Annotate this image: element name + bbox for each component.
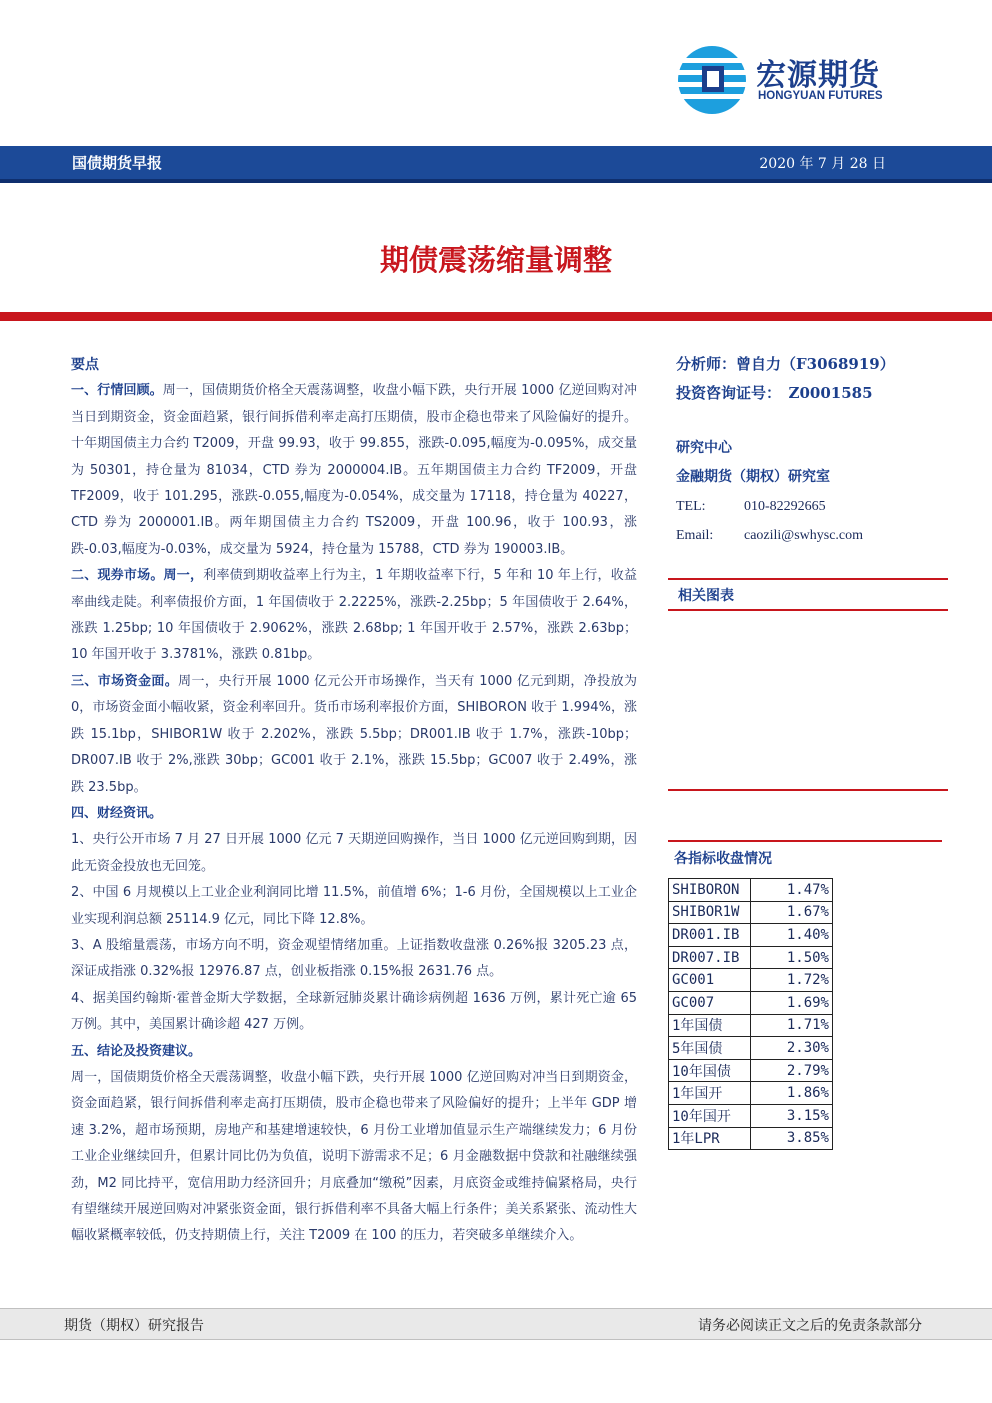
index-value-cell: 1.67% <box>751 901 833 924</box>
related-charts-box <box>668 578 948 611</box>
index-name-cell: DR001.IB <box>669 924 751 947</box>
section-3-head: 三、市场资金面。 <box>71 673 179 689</box>
analyst-name: 分析师：曾自力（F3068919） <box>676 355 895 373</box>
logo-en-text: HONGYUAN FUTURES <box>758 90 883 102</box>
news-item: 2、中国 6 月规模以上工业企业利润同比增 11.5%，前值增 6%；1-6 月份，全国规模以上工业企业实现利润总额 25114.9 亿元，同比下降 12.8%。 <box>71 885 637 927</box>
index-name-cell: 5年国债 <box>669 1037 751 1060</box>
email-value[interactable]: caozili@swhysc.com <box>744 528 864 543</box>
index-name-cell: DR007.IB <box>669 946 751 969</box>
index-row <box>669 1059 833 1082</box>
index-value-cell: 2.30% <box>751 1037 833 1060</box>
index-closing-table <box>668 878 833 1150</box>
email-label: Email: <box>676 528 714 543</box>
index-name-cell: SHIBOR1W <box>669 901 751 924</box>
index-closing-box <box>668 840 942 873</box>
section-5-body: 周一，国债期货价格全天震荡调整，收盘小幅下跌，央行开展 1000 亿逆回购对冲当日到期资金，资金面趋紧，银行间拆借利率走高打压期债，股市企稳也带来了风险偏好的提升；上半年 GDP 增速 3.2%，超市场预期，房地产和基建增速较快，6 月份工业增加值显示生产端继续发力；6 月份工业企业继续回升，但累计同比仍为负值，说明下游需求不足；6 月金融数据中贷款和社融继续强劲，M2 同比持平，宽信用助力经济回升；月底叠加“缴税”因素，月底资金或维持偏紧格局，央行有望继续开展逆回购对冲紧张资金面，银行拆借利率不具备大幅上行条件；美关系紧张、流动性大幅收紧概率较低，仍支持期债上行，关注 T2009 在 100 的压力，若突破多单继续介入。 <box>71 1069 637 1244</box>
title-divider <box>0 312 992 321</box>
index-row <box>669 1082 833 1105</box>
news-item: 3、A 股缩量震荡，市场方向不明，资金观望情绪加重。上证指数收盘涨 0.26%报 3205.23 点，深证成指涨 0.32%报 12976.87 点，创业板指涨 0.15%报 2631.76 点。 <box>71 937 637 980</box>
index-row <box>669 991 833 1014</box>
section-spot-market <box>71 563 637 669</box>
logo-mark-icon <box>676 44 748 116</box>
index-name-cell: SHIBORON <box>669 879 751 902</box>
report-title: 期债震荡缩量调整 <box>379 243 612 277</box>
footer-disclaimer: 请务必阅读正文之后的免责条款部分 <box>698 1318 922 1334</box>
index-name-cell: 10年国债 <box>669 1059 751 1082</box>
report-header-bar <box>0 146 992 183</box>
contact-tel <box>676 492 948 521</box>
index-value-cell: 3.85% <box>751 1127 833 1150</box>
section-4-head: 四、财经资讯。 <box>71 805 163 821</box>
index-table-body <box>669 879 833 1150</box>
index-row <box>669 969 833 992</box>
index-value-cell: 1.86% <box>751 1082 833 1105</box>
page-footer <box>0 1308 992 1340</box>
index-row <box>669 1014 833 1037</box>
related-bottom-rule <box>668 609 948 611</box>
news-item: 1、央行公开市场 7 月 27 日开展 1000 亿元 7 天期逆回购操作，当日 1000 亿元逆回购到期，因此无资金投放也无回笼。 <box>71 832 637 874</box>
dept-financial-futures: 金融期货（期权）研究室 <box>676 469 830 485</box>
index-closing-title: 各指标收盘情况 <box>674 851 772 867</box>
analyst-panel <box>676 350 948 550</box>
index-value-cell: 1.72% <box>751 969 833 992</box>
index-name-cell: 1年国开 <box>669 1082 751 1105</box>
news-item: 4、据美国约翰斯·霍普金斯大学数据，全球新冠肺炎累计确诊病例超 1636 万例，累计死亡逾 65 万例。其中，美国累计确诊超 427 万例。 <box>71 990 637 1033</box>
index-value-cell: 1.47% <box>751 879 833 902</box>
contact-email <box>676 521 948 550</box>
index-name-cell: 1年国债 <box>669 1014 751 1037</box>
tel-label: TEL: <box>676 499 706 514</box>
logo-cn-text: 宏源期货 <box>756 58 880 93</box>
index-value-cell: 1.69% <box>751 991 833 1014</box>
section-market-review <box>71 378 637 563</box>
index-value-cell: 1.50% <box>751 946 833 969</box>
index-row <box>669 946 833 969</box>
section-liquidity <box>71 669 637 801</box>
report-date: 2020 年 7 月 28 日 <box>759 156 886 172</box>
summary-column <box>71 352 637 1250</box>
index-row <box>669 901 833 924</box>
index-row <box>669 879 833 902</box>
footer-report-type: 期货（期权）研究报告 <box>64 1318 204 1334</box>
index-value-cell: 1.40% <box>751 924 833 947</box>
section-5-head: 五、结论及投资建议。 <box>71 1043 202 1059</box>
index-value-cell: 1.71% <box>751 1014 833 1037</box>
index-value-cell: 3.15% <box>751 1104 833 1127</box>
index-row <box>669 1127 833 1150</box>
report-type: 国债期货早报 <box>72 154 163 172</box>
index-name-cell: GC001 <box>669 969 751 992</box>
section-1-body: 周一，国债期货价格全天震荡调整，收盘小幅下跌，央行开展 1000 亿逆回购对冲当日到期资金，资金面趋紧，银行间拆借利率走高打压期债，股市企稳也带来了风险偏好的提升。十年期国债主力合约 T2009，开盘 99.93，收于 99.855，涨跌-0.095,幅度为-0.095%，成交量为 50301，持仓量为 81034，CTD 券为 2000004.IB。五年期国债主力合约 TF2009，开盘 TF2009，收于 101.295，涨跌-0.055,幅度为-0.054%，成交量为 17118，持仓量为 40227，CTD 券为 2000001.IB。两年期国债主力合约 TS2009，开盘 100.96，收于 100.93，涨跌-0.03,幅度为-0.03%，成交量为 5924，持仓量为 15788，CTD 券为 190003.IB。 <box>71 383 637 557</box>
related-charts-title: 相关图表 <box>678 588 734 604</box>
section-2-head: 二、现券市场。周一， <box>71 568 204 584</box>
index-name-cell: 10年国开 <box>669 1104 751 1127</box>
company-logo <box>676 40 926 120</box>
index-name-cell: 1年LPR <box>669 1127 751 1150</box>
section-3-body: 周一，央行开展 1000 亿元公开市场操作，当天有 1000 亿元到期，净投放为 0，市场资金面小幅收紧，资金利率回升。货币市场利率报价方面，SHIBORON 收于 1.994%，涨跌 15.1bp，SHIBOR1W 收于 2.202%，涨跌 5.5bp；DR001.IB 收于 1.7%，涨跌-10bp；DR007.IB 收于 2%,涨跌 30bp；GC001 收于 2.1%，涨跌 15.5bp；GC007 收于 2.49%，涨跌 23.5bp。 <box>71 673 637 795</box>
section-1-head: 一、行情回顾。 <box>71 383 163 399</box>
analyst-license: 投资咨询证号： Z0001585 <box>676 384 873 402</box>
index-value-cell: 2.79% <box>751 1059 833 1082</box>
index-row <box>669 1104 833 1127</box>
related-end-rule <box>668 789 948 791</box>
index-row <box>669 1037 833 1060</box>
index-row <box>669 924 833 947</box>
section-2-body: 利率债到期收益率上行为主，1 年期收益率下行，5 年和 10 年上行，收益率曲线走陡。利率债报价方面，1 年国债收于 2.2225%，涨跌-2.25bp；5 年国债收于 2.64%，涨跌 1.25bp; 10 年国债收于 2.9062%，涨跌 2.68bp; 1 年国开收于 2.57%，涨跌 2.63bp；10 年国开收于 3.3781%，涨跌 0.81bp。 <box>71 568 637 663</box>
summary-heading: 要点 <box>71 357 99 373</box>
dept-research-center: 研究中心 <box>676 440 732 456</box>
index-name-cell: GC007 <box>669 991 751 1014</box>
tel-value: 010-82292665 <box>744 499 826 514</box>
